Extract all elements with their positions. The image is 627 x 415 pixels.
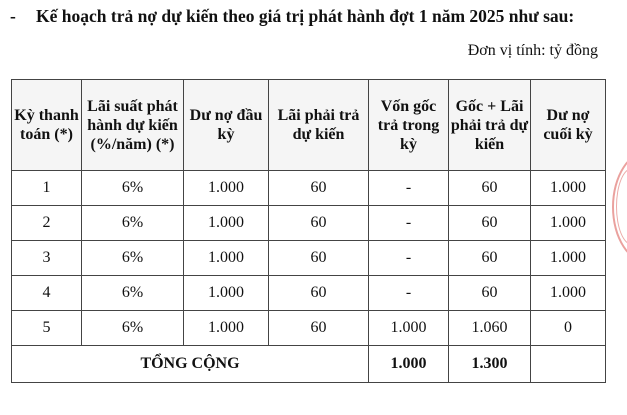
cell-total-payment: 1.060 (449, 311, 531, 346)
total-label: TỔNG CỘNG (12, 346, 369, 383)
header-interest-rate: Lãi suất phát hành dự kiến (%/năm) (*) (82, 80, 184, 171)
table-header-row (12, 80, 606, 171)
cell-opening: 1.000 (184, 311, 269, 346)
header-opening-balance: Dư nợ đầu kỳ (184, 80, 269, 171)
total-principal: 1.000 (369, 346, 449, 383)
cell-closing: 1.000 (531, 171, 606, 206)
cell-principal: - (369, 171, 449, 206)
table-row (12, 171, 606, 206)
cell-period: 4 (12, 276, 82, 311)
cell-rate: 6% (82, 171, 184, 206)
cell-rate: 6% (82, 206, 184, 241)
cell-interest: 60 (269, 311, 369, 346)
cell-closing: 1.000 (531, 276, 606, 311)
cell-opening: 1.000 (184, 241, 269, 276)
header-payment-period: Kỳ thanh toán (*) (12, 80, 82, 171)
total-empty-cell (531, 346, 606, 383)
cell-rate: 6% (82, 241, 184, 276)
cell-total-payment: 60 (449, 276, 531, 311)
cell-principal: 1.000 (369, 311, 449, 346)
cell-closing: 1.000 (531, 206, 606, 241)
table-row (12, 241, 606, 276)
cell-total-payment: 60 (449, 206, 531, 241)
cell-period: 3 (12, 241, 82, 276)
cell-principal: - (369, 241, 449, 276)
table-row (12, 311, 606, 346)
total-principal-plus-interest: 1.300 (449, 346, 531, 383)
unit-note: Đơn vị tính: tỷ đồng (467, 42, 598, 59)
cell-period: 2 (12, 206, 82, 241)
cell-opening: 1.000 (184, 276, 269, 311)
cell-period: 5 (12, 311, 82, 346)
cell-interest: 60 (269, 276, 369, 311)
heading-text: Kế hoạch trả nợ dự kiến theo giá trị phát hành đợt 1 năm 2025 như sau: (36, 6, 575, 26)
cell-interest: 60 (269, 206, 369, 241)
cell-rate: 6% (82, 311, 184, 346)
cell-closing: 0 (531, 311, 606, 346)
cell-period: 1 (12, 171, 82, 206)
section-heading (10, 6, 574, 27)
header-closing-balance: Dư nợ cuối kỳ (531, 80, 606, 171)
cell-total-payment: 60 (449, 171, 531, 206)
cell-interest: 60 (269, 241, 369, 276)
table-row (12, 276, 606, 311)
table-row (12, 206, 606, 241)
header-interest-payable: Lãi phải trả dự kiến (269, 80, 369, 171)
cell-interest: 60 (269, 171, 369, 206)
cell-principal: - (369, 206, 449, 241)
cell-principal: - (369, 276, 449, 311)
header-principal-paid: Vốn gốc trả trong kỳ (369, 80, 449, 171)
cell-rate: 6% (82, 276, 184, 311)
debt-repayment-table (11, 79, 606, 383)
header-principal-plus-interest: Gốc + Lãi phải trả dự kiến (449, 80, 531, 171)
cell-opening: 1.000 (184, 171, 269, 206)
cell-opening: 1.000 (184, 206, 269, 241)
bullet-dash: - (10, 6, 16, 26)
total-row (12, 346, 606, 383)
cell-total-payment: 60 (449, 241, 531, 276)
cell-closing: 1.000 (531, 241, 606, 276)
